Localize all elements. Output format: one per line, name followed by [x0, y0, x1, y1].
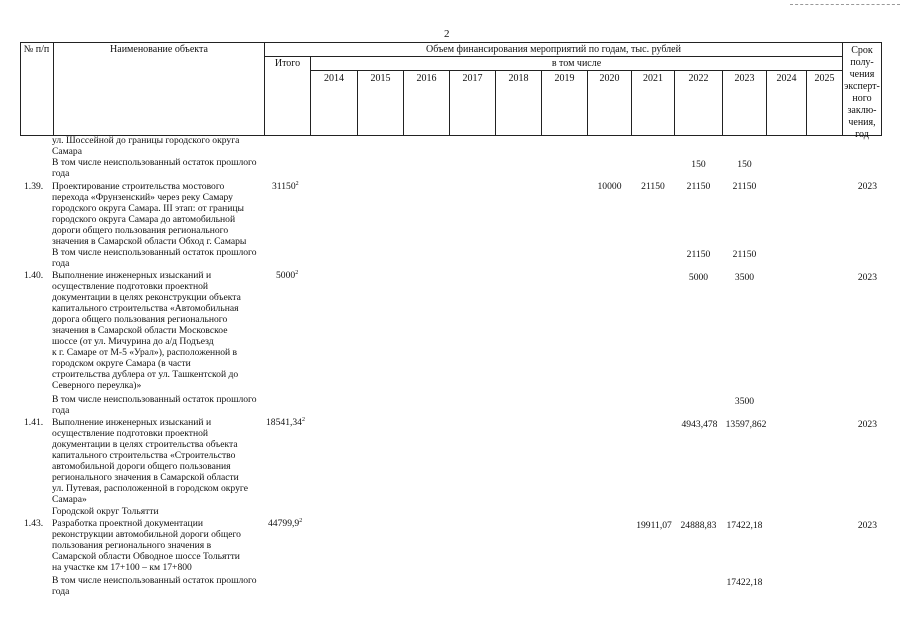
row-text: реконструкции автомобильной дороги общего [52, 529, 241, 540]
row-text: к г. Самаре от М-5 «Урал»), расположенной в [52, 347, 238, 358]
value-2023: 17422,18 [726, 577, 763, 588]
row-number: 1.41. [24, 417, 44, 428]
value-2022: 21150 [686, 181, 711, 192]
row-text: В том числе неиспользованный остаток прошлого [52, 575, 257, 586]
row-text: Самара» [52, 494, 87, 505]
header-term: Срок полу-чения эксперт-ного заклю-чения, год [844, 45, 880, 140]
header-year: 2015 [370, 73, 391, 84]
row-total: 5000$^2$ [276, 269, 299, 281]
value-2023: 21150 [732, 181, 757, 192]
row-number: 1.39. [24, 181, 44, 192]
header-object-name: Наименование объекта [110, 44, 208, 55]
row-total: 31150$^2$ [272, 180, 299, 192]
row-text: городского округа Самара до автомобильной [52, 214, 236, 225]
row-text: дорога общего пользования регионального [52, 314, 228, 325]
row-text: городском округе Самара (в части [52, 358, 191, 369]
header-year: 2021 [643, 73, 663, 84]
header-year: 2020 [599, 73, 620, 84]
row-text: Северного переулка)» [52, 380, 142, 391]
header-year: 2019 [554, 73, 575, 84]
row-text: В том числе неиспользованный остаток прошлого [52, 157, 257, 168]
scan-edge-mark [790, 4, 900, 5]
value-2022: 4943,478 [681, 419, 718, 430]
row-text: года [52, 405, 70, 416]
row-number: 1.43. [24, 518, 44, 529]
row-term: 2023 [857, 181, 877, 192]
row-text: документации в целях строительства объекта [52, 439, 238, 450]
row-text: капитального строительства «Строительство [52, 450, 236, 461]
value-2022: 150 [691, 159, 706, 170]
header-year: 2018 [508, 73, 529, 84]
page-number: 2 [444, 28, 450, 40]
row-text: В том числе неиспользованный остаток прошлого [52, 247, 257, 258]
value-2022: 5000 [688, 272, 709, 283]
value-2023: 13597,862 [725, 419, 767, 430]
row-text: городского округа Самара. III этап: от границы [52, 203, 244, 214]
row-text: года [52, 258, 70, 269]
value-2021: 19911,07 [636, 520, 672, 531]
value-2021: 21150 [641, 181, 665, 192]
row-number: 1.40. [24, 270, 44, 281]
row-text: ул. Шоссейной до границы городского округа [52, 135, 240, 146]
row-text: Самара [52, 146, 82, 157]
row-text: дороги общего пользования регионального [52, 225, 229, 236]
row-text: ул. Путевая, расположенной в городском округе [52, 483, 248, 494]
row-text: осуществление подготовки проектной [52, 281, 209, 292]
value-2022: 24888,83 [680, 520, 717, 531]
header-year: 2016 [416, 73, 437, 84]
row-text: значения в Самарской области Обход г. Самары [52, 236, 247, 247]
row-text: года [52, 586, 70, 597]
value-2023: 3500 [734, 272, 755, 283]
row-text: документации в целях реконструкции объекта [52, 292, 241, 303]
header-year: 2023 [734, 73, 755, 84]
row-total: 44799,9$^2$ [268, 517, 303, 529]
row-text: автомобильной дороги общего пользования [52, 461, 231, 472]
header-year: 2022 [688, 73, 709, 84]
row-term: 2023 [857, 520, 877, 531]
value-2020: 10000 [597, 181, 622, 192]
row-text: значения в Самарской области Московское [52, 325, 228, 336]
header-year: 2017 [462, 73, 483, 84]
row-text: Выполнение инженерных изысканий и [52, 270, 212, 281]
value-2023: 17422,18 [726, 520, 763, 531]
row-text: на участке км 17+100 – км 17+800 [52, 562, 192, 573]
header-funding: Объем финансирования мероприятий по годам, тыс. рублей [426, 44, 681, 55]
header-year: 2014 [324, 73, 344, 84]
value-2023: 21150 [732, 249, 757, 260]
row-term: 2023 [857, 272, 877, 283]
row-text: шоссе (от ул. Мичурина до а/д Подъезд [52, 336, 214, 347]
row-text: Проектирование строительства мостового [52, 181, 225, 192]
header-number: № п/п [23, 44, 50, 55]
row-text: регионального значения в Самарской области [52, 472, 239, 483]
header-year: 2024 [776, 73, 797, 84]
header-including: в том числе [551, 58, 602, 69]
row-text: В том числе неиспользованный остаток прошлого [52, 394, 257, 405]
row-text: Самарской области Обводное шоссе Тольятти [52, 551, 240, 562]
header-total: Итого [274, 58, 301, 69]
value-2023: 3500 [734, 396, 755, 407]
row-term: 2023 [857, 419, 877, 430]
value-2023: 150 [737, 159, 752, 170]
row-text: осуществление подготовки проектной [52, 428, 209, 439]
row-text: перехода «Фрунзенский» через реку Самару [52, 192, 233, 203]
row-text: строительства дублера от ул. Ташкентской до [52, 369, 239, 380]
row-text: года [52, 168, 70, 179]
row-text: пользования регионального значения в [52, 540, 212, 551]
row-text: Городской округ Тольятти [52, 506, 159, 517]
row-text: капитального строительства «Автомобильная [52, 303, 239, 314]
row-total: 18541,34$^2$ [266, 416, 305, 428]
row-text: Выполнение инженерных изысканий и [52, 417, 212, 428]
value-2022: 21150 [686, 249, 711, 260]
row-text: Разработка проектной документации [52, 518, 203, 529]
header-year: 2025 [814, 73, 835, 84]
